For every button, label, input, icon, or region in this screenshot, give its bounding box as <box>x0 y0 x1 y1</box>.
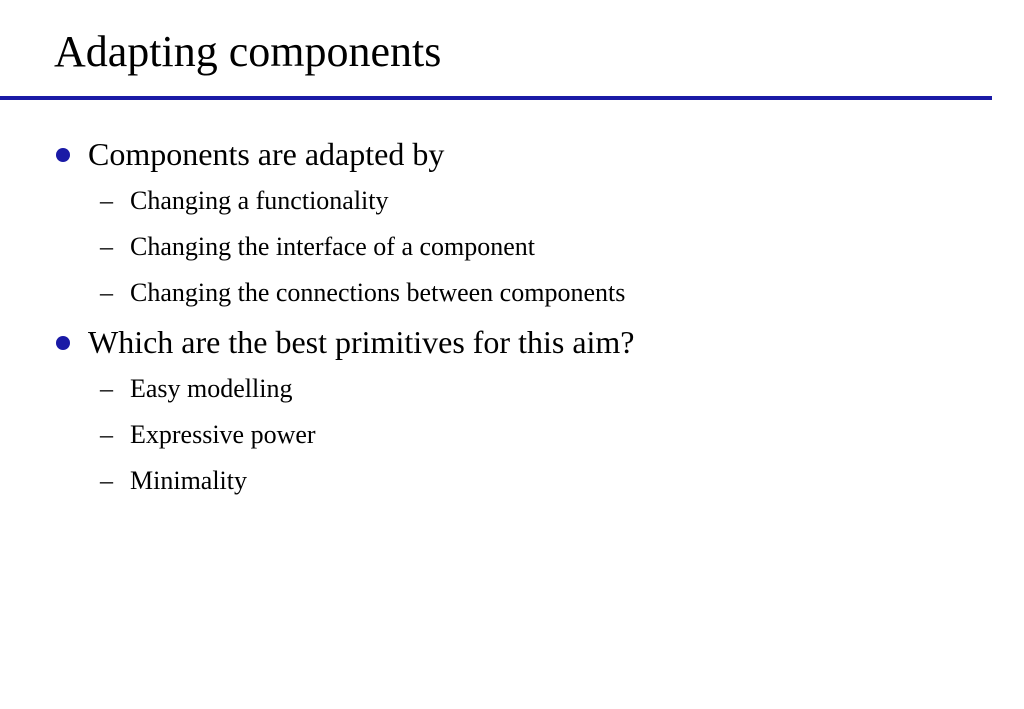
sub-item <box>100 374 293 404</box>
dash-icon: – <box>100 466 113 495</box>
dash-icon: – <box>100 186 113 215</box>
dash-icon: – <box>100 278 113 307</box>
title-underline <box>0 96 992 100</box>
sub-item-text: Changing the interface of a component <box>130 232 536 261</box>
sub-item <box>100 420 316 450</box>
bullet-text: Components are adapted by <box>88 136 445 172</box>
bullet-item <box>88 324 635 360</box>
dash-icon: – <box>100 374 113 403</box>
dash-icon: – <box>100 232 113 261</box>
sub-item <box>100 466 247 496</box>
dash-icon: – <box>100 420 113 449</box>
bullet-item <box>88 136 444 172</box>
sub-item-text: Easy modelling <box>130 374 293 403</box>
bullet-dot-icon <box>56 148 70 162</box>
sub-item-text: Changing a functionality <box>130 186 389 215</box>
sub-item <box>100 278 626 308</box>
sub-item-text: Changing the connections between components <box>130 278 626 307</box>
sub-item <box>100 186 389 216</box>
slide-title: Adapting components <box>54 27 442 76</box>
sub-item-text: Minimality <box>130 466 247 495</box>
sub-item-text: Expressive power <box>130 420 316 449</box>
bullet-text: Which are the best primitives for this aim? <box>88 324 635 360</box>
bullet-dot-icon <box>56 336 70 350</box>
sub-item <box>100 232 536 262</box>
